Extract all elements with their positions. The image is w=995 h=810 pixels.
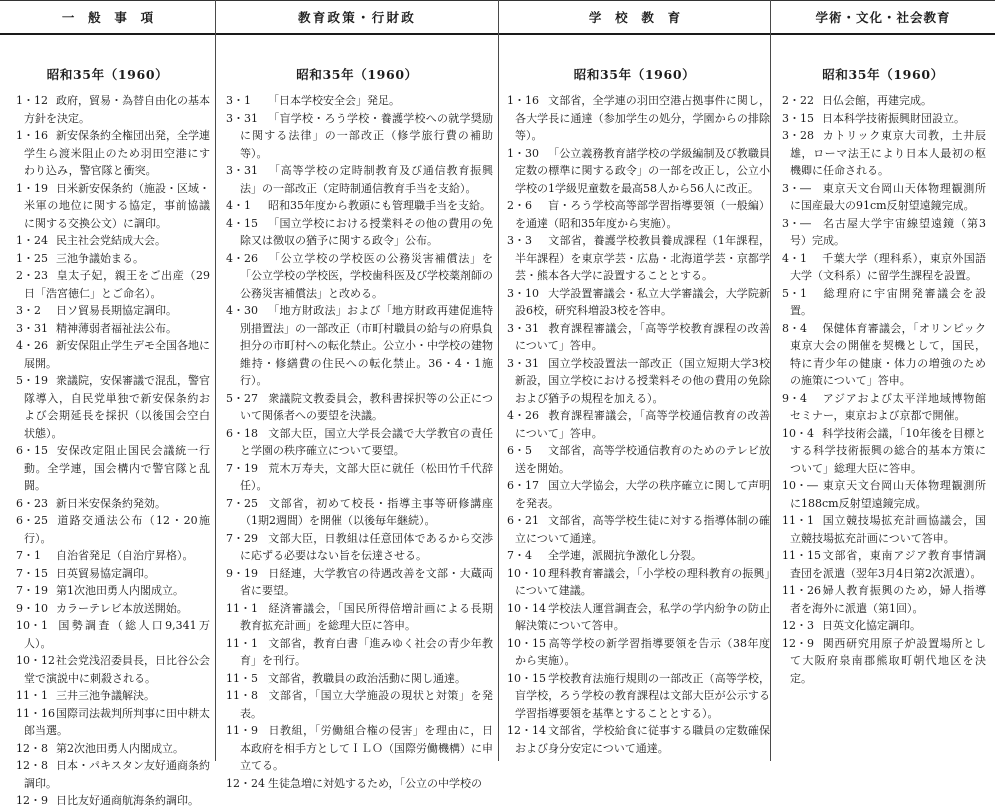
entry-text: 国立大学協会，大学の秩序確立に関して声明を発表。 <box>515 479 770 510</box>
column-header <box>499 0 770 35</box>
chronology-entry <box>16 232 210 250</box>
entry-date: 11・1 <box>16 689 48 702</box>
entry-text: 千葉大学（理科系），東京外国語大学（文科系）に留学生課程を設置。 <box>790 251 986 282</box>
chronology-entry <box>226 600 493 635</box>
entry-text: 文部省，初めて校長・指導主事等研修講座（1期2週間）を開催（以後毎年継続）。 <box>240 496 493 527</box>
chronology-entry <box>16 600 210 618</box>
chronology-entry <box>782 110 986 128</box>
chronology-entry <box>16 180 210 233</box>
chronology-entry <box>16 512 210 547</box>
chronology-entry <box>16 582 210 600</box>
chronology-entry <box>507 92 770 145</box>
entry-date: 11・1 <box>782 514 814 527</box>
entry-text: 東京天文台岡山天体物理観測所に188cm反射望遠鏡完成。 <box>790 479 986 510</box>
entry-date: 10・15 <box>507 636 546 650</box>
entry-date: 3・― <box>782 216 811 230</box>
entry-text: 新日米安保条約発効。 <box>56 496 166 510</box>
entry-date: 6・21 <box>507 514 539 527</box>
column-academic-culture-social-education <box>771 0 995 761</box>
column-header <box>0 0 215 35</box>
entry-date: 7・25 <box>226 496 258 510</box>
era-heading: 昭和35年（1960） <box>822 67 944 82</box>
column-header <box>771 0 995 35</box>
chronology-entry <box>782 320 986 390</box>
entry-text: 科学技術会議，「10年後を目標とする科学技術振興の総合的基本方策について」総理大臣に答申。 <box>790 426 986 475</box>
entry-text: 日経連，大学教官の待遇改善を文部・大蔵両省に要望。 <box>240 566 493 597</box>
chronology-entry <box>16 740 210 758</box>
chronology-entry <box>507 722 770 757</box>
chronology-entry <box>16 652 210 687</box>
entry-text: 三井三池争議解決。 <box>56 689 155 702</box>
entry-date: 11・26 <box>782 584 821 597</box>
entry-date: 12・9 <box>16 794 48 807</box>
chronology-entry <box>507 442 770 477</box>
entry-date: 6・23 <box>16 496 48 510</box>
chronology-entry <box>782 285 986 320</box>
entry-text: 衆議院文教委員会，教科書採択等の公正について関係者への要望を決議。 <box>240 391 493 422</box>
entry-date: 12・9 <box>782 636 814 650</box>
chronology-entry <box>507 477 770 512</box>
entry-text: 日英貿易協定調印。 <box>56 566 155 580</box>
column-header-label: 学校教育 <box>588 10 694 25</box>
column-header-label: 一般事項 <box>61 10 167 25</box>
entry-text: 生徒急増に対処するため，「公立の中学校の <box>268 776 483 790</box>
entry-text: 新安保阻止学生デモ全国各地に展開。 <box>24 339 210 370</box>
chronology-entry <box>507 670 770 723</box>
entry-date: 4・26 <box>507 409 539 422</box>
entry-date: 11・9 <box>226 724 258 737</box>
chronology-entry <box>16 250 210 268</box>
entry-date: 11・8 <box>226 689 258 702</box>
chronology-entry <box>226 390 493 425</box>
entry-text: 文部省，養護学校教員養成課程（1年課程，半年課程）を東京学芸・広島・北海道学芸・京都学芸・熊本各大学に設置することとする。 <box>515 234 770 282</box>
chronology-entry <box>507 635 770 670</box>
entry-date: 1・25 <box>16 251 48 265</box>
chronology-entry <box>226 425 493 460</box>
entry-text: 国際司法裁判所判事に田中耕太郎当選。 <box>24 706 210 737</box>
entry-text: 文部省，高等学校通信教育のためのテレビ放送を開始。 <box>515 444 770 475</box>
chronology-entry <box>782 390 986 425</box>
entry-text: 荒木万寿夫，文部大臣に就任（松田竹千代辞任）。 <box>240 461 493 492</box>
entry-date: 10・4 <box>782 426 814 440</box>
entry-text: 日本・パキスタン友好通商条約調印。 <box>24 759 210 790</box>
entry-date: 4・26 <box>16 339 48 352</box>
entry-text: 精神薄弱者福祉法公布。 <box>56 321 177 335</box>
entry-text: 昭和35年度から教頭にも管理職手当を支給。 <box>268 199 491 212</box>
entry-date: 3・― <box>782 181 811 195</box>
entry-text: 文部省，学校給食に従事する職員の定数確保および身分安定について通達。 <box>515 724 770 755</box>
chronology-entry <box>226 215 493 250</box>
chronology-entry <box>226 197 493 215</box>
chronology-entry <box>16 792 210 810</box>
entry-date: 10・10 <box>507 566 546 580</box>
chronology-entry <box>226 162 493 197</box>
entry-text: 民主社会党結成大会。 <box>56 234 166 247</box>
entry-text: 社会党浅沼委員長，日比谷公会堂で演説中に刺殺される。 <box>24 654 210 685</box>
entry-text: 皇太子妃，親王をご出産（29日「浩宮徳仁」とご命名）。 <box>24 269 210 300</box>
entry-text: 全学連，派閥抗争激化し分裂。 <box>548 549 702 562</box>
entry-date: 11・15 <box>782 549 821 562</box>
chronology-entry <box>782 425 986 478</box>
chronology-entry <box>782 215 986 250</box>
entry-text: 「国立学校における授業料その他の費用の免除又は徴収の猶予に関する政令」公布。 <box>240 216 493 247</box>
entry-text: 道路交通法公布（12・20施行）。 <box>24 514 210 545</box>
entry-date: 3・31 <box>507 321 539 335</box>
chronology-entry <box>226 670 493 688</box>
chronology-entry <box>782 127 986 180</box>
chronology-entry <box>507 565 770 600</box>
entry-date: 6・18 <box>226 426 258 440</box>
entry-date: 10・1 <box>16 619 48 632</box>
chronology-entry <box>226 302 493 390</box>
chronology-entry <box>226 565 493 600</box>
chronology-entry <box>16 617 210 652</box>
chronology-entry <box>226 110 493 163</box>
chronology-entry <box>226 92 493 110</box>
entry-list <box>226 92 493 790</box>
chronology-entry <box>226 775 493 793</box>
entry-date: 7・19 <box>16 584 48 597</box>
entry-date: 6・25 <box>16 514 48 527</box>
entry-text: 「日本学校安全会」発足。 <box>268 94 400 107</box>
entry-text: 日米新安保条約（施設・区域・米軍の地位に関する協定，事前協議に関する交換公文）に調印。 <box>24 181 210 230</box>
entry-date: 3・1 <box>226 94 251 107</box>
entry-text: 文部省，教育白書「進みゆく社会の青少年教育」を刊行。 <box>240 636 493 667</box>
entry-text: 保健体育審議会，「オリンピック東京大会の開催を契機として，国民，特に青少年の健康・体力の増強のための施策について」答申。 <box>790 321 986 387</box>
entry-text: 「高等学校の定時制教育及び通信教育振興法」の一部改正（定時制通信教育手当を支給）。 <box>240 164 493 195</box>
entry-date: 3・28 <box>782 129 814 142</box>
entry-text: 関西研究用原子炉設置場所として大阪府泉南郡熊取町朝代地区を決定。 <box>790 636 986 685</box>
column-header-label: 教育政策・行財政 <box>297 10 416 25</box>
chronology-entry <box>16 372 210 442</box>
entry-text: アジアおよび太平洋地域博物館セミナー，東京および京都で開催。 <box>790 391 986 422</box>
entry-date: 7・4 <box>507 549 532 562</box>
entry-date: 5・1 <box>782 286 807 300</box>
entry-text: 文部省，「国立大学施設の現状と対策」を発表。 <box>240 689 493 720</box>
chronology-entry <box>16 547 210 565</box>
chronology-entry <box>16 705 210 740</box>
entry-text: 理科教育審議会，「小学校の理科教育の振興」について建議。 <box>515 566 770 597</box>
entry-list <box>782 92 986 761</box>
entry-text: 教育課程審議会，「高等学校教育課程の改善について」答申。 <box>515 321 770 352</box>
entry-text: 日仏会館，再建完成。 <box>822 94 932 107</box>
chronology-entry <box>507 407 770 442</box>
chronology-entry <box>782 635 986 688</box>
entry-text: 日英文化協定調印。 <box>822 619 921 632</box>
entry-text: 「盲学校・ろう学校・養護学校への就学奨励に関する法律」の一部改正（修学旅行費の補助等）。 <box>240 111 493 160</box>
entry-text: 新安保条約全権団出発，全学連学生ら渡米阻止のため羽田空港にすわり込み，警官隊と衝突。 <box>24 129 210 177</box>
entry-text: 「公立義務教育諸学校の学級編制及び教職員定数の標準に関する政令」の一部を改正し，公立小学校の1学級児童数を最高58人から56人に改正。 <box>515 146 770 195</box>
entry-date: 12・8 <box>16 759 48 772</box>
chronology-entry <box>507 285 770 320</box>
entry-date: 4・30 <box>226 304 258 317</box>
chronology-entry <box>16 127 210 180</box>
entry-date: 9・4 <box>782 391 807 405</box>
entry-date: 8・4 <box>782 321 807 335</box>
entry-date: 4・15 <box>226 216 258 230</box>
entry-text: 安保改定阻止国民会議統一行動。全学連，国会構内で警官隊と乱闘。 <box>24 444 210 492</box>
entry-date: 2・6 <box>507 199 532 212</box>
entry-date: 12・3 <box>782 619 814 632</box>
chronology-entry <box>16 757 210 792</box>
chronology-entry <box>16 495 210 513</box>
entry-date: 10・14 <box>507 601 546 615</box>
entry-date: 7・29 <box>226 531 258 545</box>
entry-date: 6・15 <box>16 444 48 457</box>
chronology-entry <box>507 547 770 565</box>
entry-date: 7・19 <box>226 461 258 475</box>
chronology-entry <box>226 250 493 303</box>
chronology-entry <box>226 722 493 775</box>
chronology-entry <box>507 320 770 355</box>
entry-date: 6・17 <box>507 479 539 492</box>
entry-text: 文部省，高等学校生徒に対する指導体制の確立について通達。 <box>515 514 770 545</box>
entry-date: 1・19 <box>16 181 48 195</box>
entry-text: 婦人教育振興のため，婦人指導者を海外に派遣（第1回）。 <box>790 584 986 615</box>
entry-text: 国立学校設置法一部改正（国立短期大学3校新設，国立学校における授業料その他の費用の免除および猶予の規程を加える）。 <box>515 356 770 405</box>
entry-text: 第2次池田勇人内閣成立。 <box>56 741 184 755</box>
entry-text: 高等学校の新学習指導要領を告示（38年度から実施）。 <box>515 636 770 667</box>
entry-text: 日ソ貿易長期協定調印。 <box>56 304 177 317</box>
chronology-entry <box>16 337 210 372</box>
era-heading: 昭和35年（1960） <box>296 67 418 82</box>
entry-date: 3・2 <box>16 304 41 317</box>
entry-date: 11・1 <box>226 636 258 650</box>
entry-text: 東京天文台岡山天体物理観測所に国産最大の91cm反射望遠鏡完成。 <box>790 181 986 212</box>
chronology-entry <box>16 687 210 705</box>
chronology-entry <box>226 687 493 722</box>
entry-date: 3・31 <box>226 111 258 125</box>
entry-date: 7・1 <box>16 549 41 562</box>
chronology-entry <box>16 267 210 302</box>
chronology-entry <box>782 617 986 635</box>
chronology-entry <box>782 477 986 512</box>
entry-text: 文部省，東南アジア教育事情調査団を派遣（翌年3月4日第2次派遣）。 <box>790 549 986 580</box>
chronology-entry <box>507 145 770 198</box>
chronology-entry <box>782 582 986 617</box>
entry-text: 衆議院，安保審議で混乱，警官隊導入，自民党単独で新安保条約および会期延長を採択（以後国会空白状態）。 <box>24 374 210 440</box>
entry-date: 5・27 <box>226 391 258 405</box>
entry-text: 総理府に宇宙開発審議会を設置。 <box>790 286 986 317</box>
chronology-entry <box>226 460 493 495</box>
entry-date: 1・24 <box>16 234 48 247</box>
entry-date: 9・19 <box>226 566 258 580</box>
era-heading: 昭和35年（1960） <box>573 67 696 82</box>
entry-date: 2・23 <box>16 269 48 282</box>
entry-text: 日本科学技術振興財団設立。 <box>822 111 965 125</box>
chronology-entry <box>507 512 770 547</box>
chronology-entry <box>782 250 986 285</box>
chronology-entry <box>16 302 210 320</box>
entry-text: 「公立学校の学校医の公務災害補償法」を「公立学校の学校医，学校歯科医及び学校薬剤師の公務災害補償法」と改める。 <box>240 251 493 300</box>
chronology-entry <box>782 180 986 215</box>
entry-date: 10・15 <box>507 671 546 685</box>
entry-date: 12・14 <box>507 724 546 737</box>
entry-text: 盲・ろう学校高等部学習指導要領（一般編）を通達（昭和35年度から実施）。 <box>515 199 770 230</box>
entry-date: 5・19 <box>16 374 48 387</box>
entry-date: 1・16 <box>16 129 48 142</box>
column-school-education <box>499 0 771 761</box>
entry-date: 1・12 <box>16 94 48 107</box>
entry-text: 日比友好通商航海条約調印。 <box>56 794 199 807</box>
column-header-label: 学術・文化・社会教育 <box>815 10 951 25</box>
entry-date: 12・8 <box>16 741 48 755</box>
entry-date: 3・31 <box>226 164 258 177</box>
chronology-entry <box>16 92 210 127</box>
chronology-entry <box>507 197 770 232</box>
entry-list <box>507 92 770 761</box>
entry-text: 学校法人運営調査会，私学の学内紛争の防止解決策について答申。 <box>515 601 770 632</box>
entry-date: 10・― <box>782 479 818 492</box>
entry-date: 10・12 <box>16 654 55 667</box>
entry-date: 4・26 <box>226 251 258 265</box>
entry-date: 1・16 <box>507 94 539 107</box>
entry-text: 自治省発足（自治庁昇格）。 <box>56 549 194 562</box>
entry-text: 大学設置審議会・私立大学審議会，大学院新設6校，研究科増設3校を答申。 <box>515 286 770 317</box>
entry-text: 文部大臣，国立大学長会議で大学教官の責任と学園の秩序確立について要望。 <box>240 426 493 457</box>
entry-text: 教育課程審議会，「高等学校通信教育の改善について」答申。 <box>515 409 770 440</box>
entry-text: 名古屋大学宇宙線望遠鏡（第3号）完成。 <box>790 216 986 247</box>
entry-date: 1・30 <box>507 146 539 160</box>
column-education-policy-finance <box>216 0 499 790</box>
entry-text: 第1次池田勇人内閣成立。 <box>56 584 184 597</box>
entry-date: 3・31 <box>16 321 48 335</box>
entry-text: 国勢調査（総人口9,341万人）。 <box>24 619 210 650</box>
entry-date: 6・5 <box>507 444 532 457</box>
chronology-entry <box>507 232 770 285</box>
entry-date: 7・15 <box>16 566 48 580</box>
chronology-entry <box>782 547 986 582</box>
entry-date: 4・1 <box>226 199 251 212</box>
chronology-entry <box>782 512 986 547</box>
entry-date: 3・10 <box>507 286 539 300</box>
entry-text: 文部省，全学連の羽田空港占拠事件に関し，各大学長に通達（参加学生の処分，学園からの排除等）。 <box>515 94 770 142</box>
chronology-entry <box>226 530 493 565</box>
chronology-entry <box>16 565 210 583</box>
chronology-entry <box>16 320 210 338</box>
chronology-entry <box>782 92 986 110</box>
entry-date: 2・22 <box>782 94 814 107</box>
entry-date: 11・16 <box>16 706 55 720</box>
era-heading: 昭和35年（1960） <box>46 67 169 82</box>
entry-date: 12・24 <box>226 776 265 790</box>
entry-text: 「地方財政法」および「地方財政再建促進特別措置法」の一部改正（市町村職員の給与の府県負担分の市町村への転化禁止。公立小・中学校の建物維持・修繕費の住民への転化禁止。36・4・1施行）。 <box>240 304 493 387</box>
entry-text: カラーテレビ本放送開始。 <box>56 601 188 615</box>
chronology-entry <box>16 442 210 495</box>
entry-date: 11・5 <box>226 671 258 685</box>
entry-text: 国立競技場拡充計画協議会，国立競技場拡充計画について答申。 <box>790 514 986 545</box>
entry-text: 学校教育法施行規則の一部改正（高等学校，盲学校，ろう学校の教育課程は文部大臣が公示する学習指導要領を基準とすることとする）。 <box>515 671 770 720</box>
entry-text: 三池争議始まる。 <box>56 251 144 265</box>
chronology-entry <box>226 635 493 670</box>
entry-date: 4・1 <box>782 251 807 265</box>
entry-date: 3・3 <box>507 234 532 247</box>
chronology-entry <box>507 355 770 408</box>
entry-text: カトリック東京大司教，土井辰雄，ローマ法王により日本人最初の枢機卿に任命される。 <box>790 129 986 177</box>
entry-date: 3・31 <box>507 356 539 370</box>
entry-text: 日教組，「労働組合権の侵害」を理由に，日本政府を相手方としてＩＬＯ（国際労働機構）に申立てる。 <box>240 724 493 772</box>
entry-text: 経済審議会，「国民所得倍増計画による長期教育拡充計画」を総理大臣に答申。 <box>240 601 493 632</box>
entry-date: 11・1 <box>226 601 258 615</box>
entry-date: 3・15 <box>782 111 814 125</box>
chronology-entry <box>507 600 770 635</box>
chronology-entry <box>226 495 493 530</box>
entry-list <box>16 92 210 807</box>
entry-date: 9・10 <box>16 601 48 615</box>
column-header <box>216 0 498 35</box>
entry-text: 文部省，教職員の政治活動に関し通達。 <box>268 671 466 685</box>
entry-text: 政府，貿易・為替自由化の基本方針を決定。 <box>24 94 210 125</box>
column-general-events <box>0 0 216 807</box>
entry-text: 文部大臣，日教組は任意団体であるから交渉に応ずる必要はない旨を伝達させる。 <box>240 531 493 562</box>
